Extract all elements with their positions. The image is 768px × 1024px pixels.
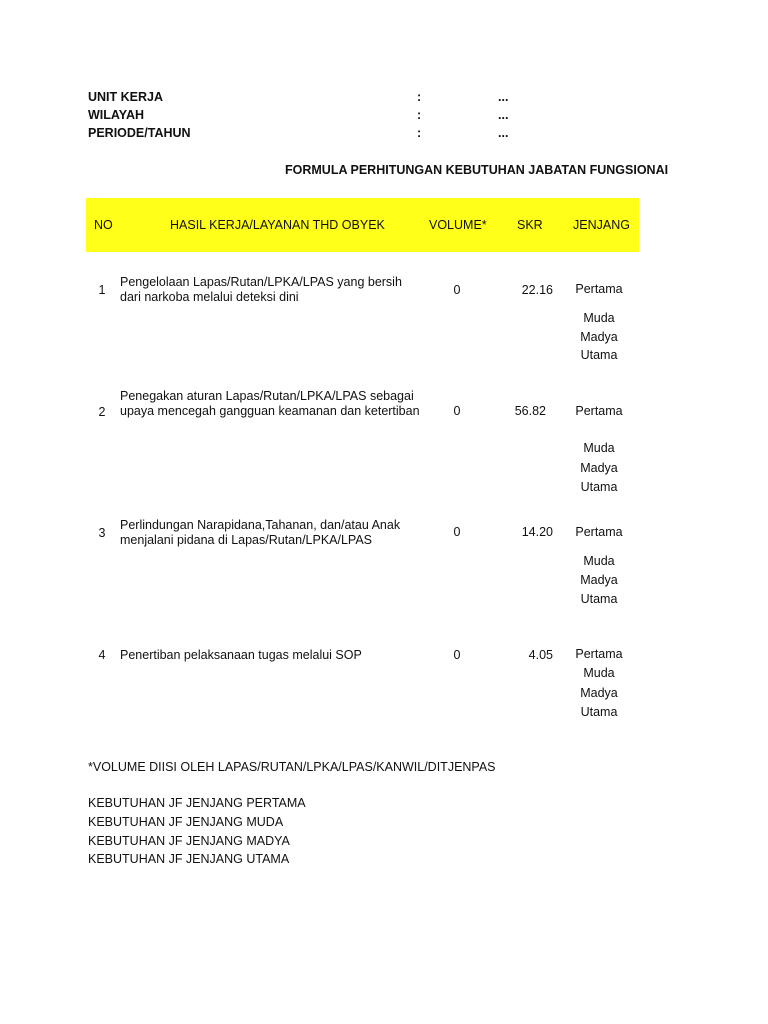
wilayah-colon: : [417,108,422,122]
row-skr: 4.05 [528,648,553,662]
header-jenjang: JENJANG [573,218,630,232]
periode-value: ... [498,126,509,140]
level-pertama: Pertama [575,525,623,539]
level-utama: Utama [580,705,618,719]
level-muda: Muda [583,666,615,680]
periode-colon: : [417,126,422,140]
header-volume: VOLUME* [429,218,487,232]
row-volume: 0 [453,283,461,297]
row-volume: 0 [453,525,461,539]
header-skr: SKR [517,218,543,232]
level-pertama: Pertama [575,647,623,661]
need-muda: KEBUTUHAN JF JENJANG MUDA [88,815,284,829]
level-utama: Utama [580,348,618,362]
level-muda: Muda [583,441,615,455]
row-description: Pengelolaan Lapas/Rutan/LPKA/LPAS yang bersih dari narkoba melalui deteksi dini [120,275,402,304]
need-pertama: KEBUTUHAN JF JENJANG PERTAMA [88,796,306,810]
level-muda: Muda [583,554,615,568]
wilayah-label: WILAYAH [88,108,145,122]
unit-kerja-label: UNIT KERJA [88,90,164,104]
level-madya: Madya [580,330,618,344]
level-madya: Madya [580,461,618,475]
form-title: FORMULA PERHITUNGAN KEBUTUHAN JABATAN FUNGSIONAI [285,163,669,177]
row-description: Penegakan aturan Lapas/Rutan/LPKA/LPAS sebagai upaya mencegah gangguan keamanan dan ketertiban [120,389,420,418]
row-skr: 22.16 [521,283,553,297]
level-madya: Madya [580,686,618,700]
need-utama: KEBUTUHAN JF JENJANG UTAMA [88,852,290,866]
level-muda: Muda [583,311,615,325]
row-number: 1 [98,283,106,297]
unit-kerja-value: ... [498,90,509,104]
periode-label: PERIODE/TAHUN [88,126,191,140]
row-description: Penertiban pelaksanaan tugas melalui SOP [120,648,362,662]
header-hasil-kerja: HASIL KERJA/LAYANAN THD OBYEK [170,218,385,232]
row-skr: 56.82 [514,404,546,418]
header-no: NO [94,218,113,232]
row-number: 3 [98,526,106,540]
row-description: Perlindungan Narapidana,Tahanan, dan/atau Anak menjalani pidana di Lapas/Rutan/LPKA/LPAS [120,518,401,547]
row-volume: 0 [453,404,461,418]
row-skr: 14.20 [521,525,553,539]
wilayah-value: ... [498,108,509,122]
need-madya: KEBUTUHAN JF JENJANG MADYA [88,834,290,848]
level-utama: Utama [580,592,618,606]
row-volume: 0 [453,648,461,662]
volume-footnote: *VOLUME DIISI OLEH LAPAS/RUTAN/LPKA/LPAS/KANWIL/DITJENPAS [88,760,496,774]
level-madya: Madya [580,573,618,587]
level-pertama: Pertama [575,404,623,418]
unit-kerja-colon: : [417,90,422,104]
level-pertama: Pertama [575,282,623,296]
level-utama: Utama [580,480,618,494]
row-number: 4 [98,648,106,662]
row-number: 2 [98,405,106,419]
